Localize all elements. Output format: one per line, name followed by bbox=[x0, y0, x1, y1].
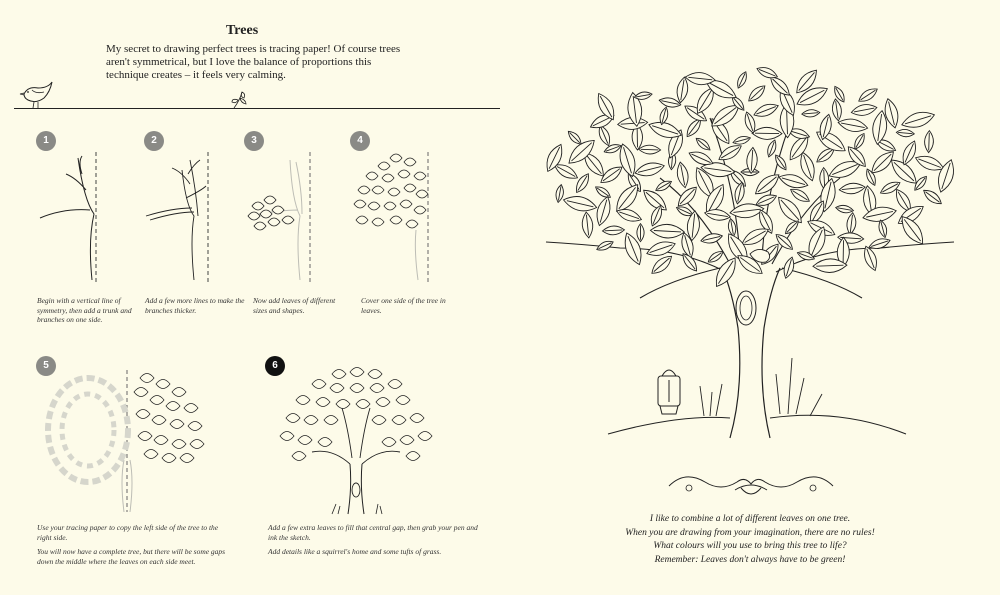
step-badge-4: 4 bbox=[350, 131, 370, 151]
step-2-caption: Add a few more lines to make the branches thicker. bbox=[145, 296, 245, 315]
step-6-caption-line1: Add a few extra leaves to fill that central gap, then grab your pen and ink the sketch. bbox=[268, 523, 478, 542]
step-4-sketch bbox=[350, 150, 440, 285]
closing-line-4: Remember: Leaves don't always have to be green! bbox=[654, 554, 846, 565]
decorative-flourish bbox=[665, 466, 837, 500]
branch-line bbox=[14, 108, 500, 109]
step-badge-1: 1 bbox=[36, 131, 56, 151]
step-4-caption: Cover one side of the tree in leaves. bbox=[361, 296, 446, 315]
bird-illustration bbox=[18, 80, 58, 110]
step-1-caption: Begin with a vertical line of symmetry, then add a trunk and branches on one side. bbox=[37, 296, 132, 324]
step-badge-3: 3 bbox=[244, 131, 264, 151]
closing-line-3: What colours will you use to bring this tree to life? bbox=[653, 541, 847, 551]
page-title: Trees bbox=[226, 23, 259, 38]
step-3-caption: Now add leaves of different sizes and shapes. bbox=[253, 296, 336, 315]
step-5-caption-line1: Use your tracing paper to copy the left side of the tree to the right side. bbox=[37, 523, 219, 542]
intro-text: My secret to drawing perfect trees is tracing paper! Of course trees aren't symmetrical, but I love the balance of proportions this technique creates – it feels very calming. bbox=[106, 43, 401, 81]
step-6-caption bbox=[268, 523, 483, 562]
closing-line-1: I like to combine a lot of different leaves on one tree. bbox=[649, 514, 851, 524]
step-3-sketch bbox=[244, 150, 324, 285]
step-badge-5: 5 bbox=[36, 356, 56, 376]
step-6-caption-line2: Add details like a squirrel's home and some tufts of grass. bbox=[268, 547, 442, 556]
leaf-sprig-illustration bbox=[228, 88, 254, 114]
closing-line-2: When you are drawing from your imagination, there are no rules! bbox=[625, 527, 875, 538]
large-tree-illustration bbox=[540, 58, 960, 443]
step-5-caption-line2: You will now have a complete tree, but there will be some gaps down the middle where the leaves on each side meet. bbox=[37, 547, 226, 566]
step-6-sketch bbox=[272, 368, 442, 516]
step-5-caption bbox=[37, 523, 227, 571]
step-badge-6: 6 bbox=[265, 356, 285, 376]
step-2-sketch bbox=[142, 150, 222, 285]
step-1-sketch bbox=[34, 150, 114, 285]
step-5-sketch bbox=[44, 370, 214, 515]
step-badge-2: 2 bbox=[144, 131, 164, 151]
closing-text bbox=[600, 513, 900, 567]
